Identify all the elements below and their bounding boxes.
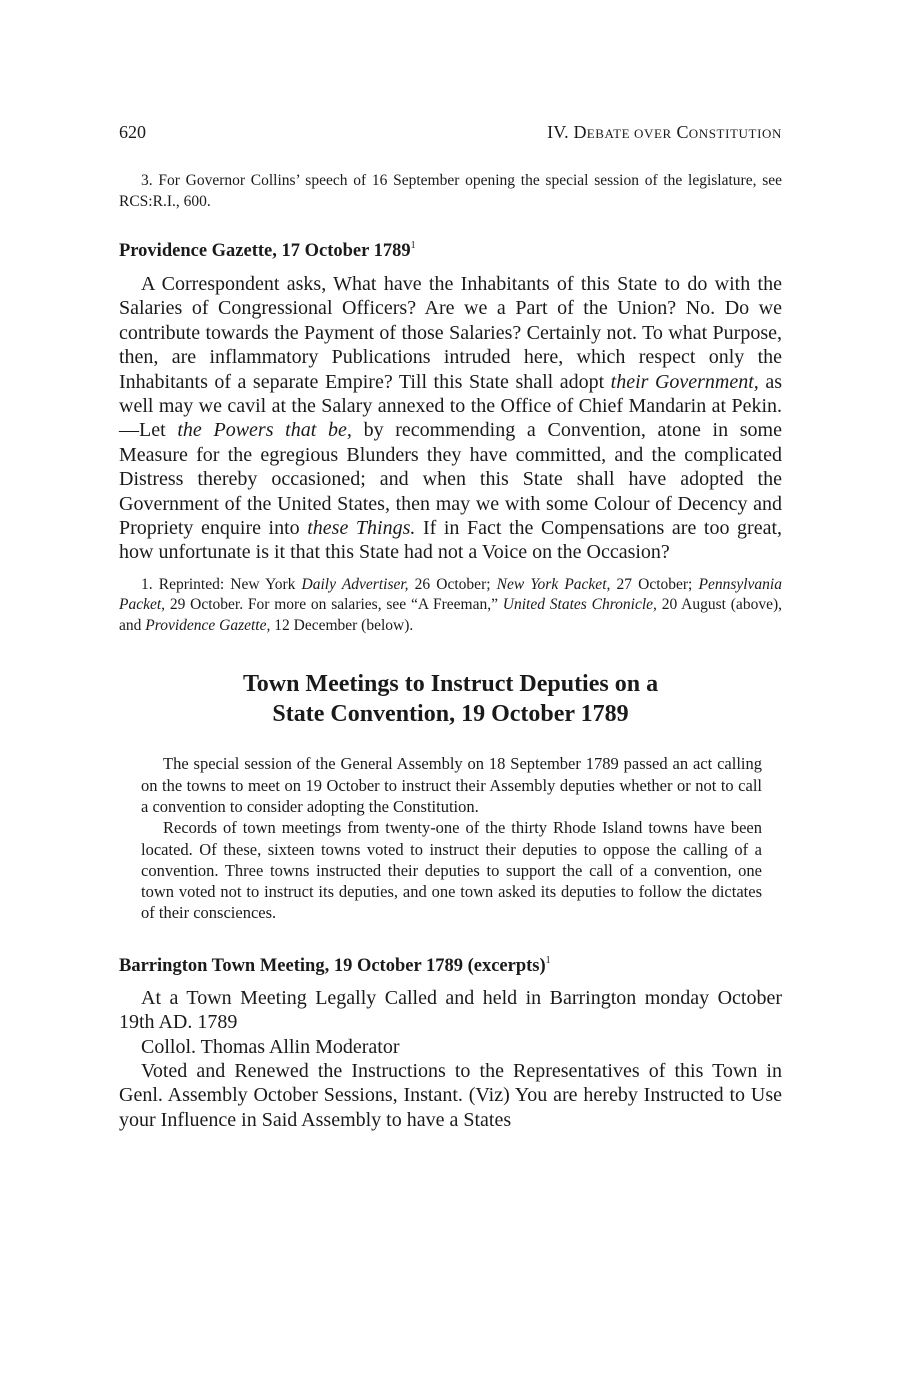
text-run: 1. Reprinted: New York — [141, 575, 302, 593]
gazette-paragraph — [119, 272, 782, 565]
gazette-body — [119, 272, 782, 565]
barrington-heading-text: Barrington Town Meeting, 19 October 1789 (excerpts) — [119, 955, 546, 976]
top-footnote-text: 3. For Governor Collins’ speech of 16 September opening the special session of the legislature, see RCS:R.I., 600. — [119, 172, 782, 210]
section-title — [119, 669, 782, 729]
gazette-footnote — [119, 575, 782, 637]
italic-run: Providence Gazette, — [145, 616, 271, 634]
text-run: 27 October; — [610, 575, 699, 593]
text-run: A Correspondent asks, What have the Inhabitants of this State to do with the Salaries of Congressional Officers? Are we a Part of the Union? No. Do we contribute towards the Payment of those Salaries? Certainly not. To what Purpose, then, are inflammatory Publications intruded here, which respect only the Inhabitants of a separate Empire? Till this State shall adopt — [119, 273, 782, 393]
italic-run: these Things. — [307, 517, 416, 540]
intro-paragraph: Records of town meetings from twenty-one of the thirty Rhode Island towns have been located. Of these, sixteen towns voted to instruct their deputies to oppose the calling of a convention. Three towns instructed their deputies to support the call of a convention, one town voted not to instruct its deputies, and one town asked its deputies to follow the dictates of their consciences. — [141, 818, 762, 923]
running-title-part: EBATE OVER — [586, 126, 672, 141]
text-run: as well may we cavil at the Salary annexed to the Office of Chief Mandarin at Pekin.—Let — [119, 370, 782, 442]
text-run: If in Fact the Compensations are too great, how unfortunate is it that this State had not a Voice on the Occasion? — [119, 517, 782, 564]
italic-run: Pennsylvania Packet, — [119, 575, 782, 614]
text-run: by recommending a Convention, atone in some Measure for the egregious Blunders they have committed, and the complicated Distress thereby occasioned; and when this State shall have adopted the Government of the United States, then may we with some Colour of Decency and Propriety enquire into — [119, 419, 782, 540]
italic-run: New York Packet, — [496, 575, 611, 593]
gazette-heading-text: Providence Gazette, 17 October 1789 — [119, 241, 411, 261]
document-page — [119, 120, 782, 1132]
text-run: 29 October. For more on salaries, see “A Freeman,” — [165, 596, 503, 614]
running-title — [547, 120, 782, 146]
top-footnote — [119, 171, 782, 212]
running-head — [119, 120, 782, 150]
italic-run: their Government, — [610, 370, 759, 393]
running-title-part: ONSTITUTION — [688, 126, 782, 141]
footnote-marker: 1 — [410, 240, 416, 251]
section-title-line: Town Meetings to Instruct Deputies on a — [242, 671, 659, 698]
intro-paragraph: The special session of the General Assembly on 18 September 1789 passed an act calling on the towns to meet on 19 October to instruct their Assembly deputies whether or not to call a convention to consider adopting the Constitution. — [141, 754, 762, 816]
running-title-part: IV. D — [547, 122, 587, 142]
footnote-marker: 1 — [545, 954, 551, 966]
gazette-heading — [119, 239, 782, 263]
section-intro — [141, 753, 762, 923]
text-run: 12 December (below). — [270, 616, 414, 634]
italic-run: the Powers that be, — [177, 419, 352, 442]
text-run: 26 October; — [408, 575, 497, 593]
text-run: 20 August (above), and — [119, 596, 782, 634]
section-title-line: State Convention, 19 October 1789 — [272, 701, 629, 728]
italic-run: United States Chronicle, — [502, 596, 657, 614]
barrington-paragraph: Collol. Thomas Allin Moderator — [141, 1035, 400, 1058]
running-title-part: C — [671, 122, 689, 142]
barrington-heading — [119, 954, 782, 978]
italic-run: Daily Advertiser, — [301, 575, 409, 593]
page-number: 620 — [119, 122, 146, 142]
barrington-paragraph: Voted and Renewed the Instructions to the Representatives of this Town in Genl. Assembly October Sessions, Instant. (Viz) You are hereby Instructed to Use your Influence in Said Assembly to have a States — [119, 1059, 782, 1131]
barrington-paragraph: At a Town Meeting Legally Called and held in Barrington monday October 19th AD. 1789 — [119, 986, 782, 1034]
barrington-body — [119, 986, 782, 1132]
